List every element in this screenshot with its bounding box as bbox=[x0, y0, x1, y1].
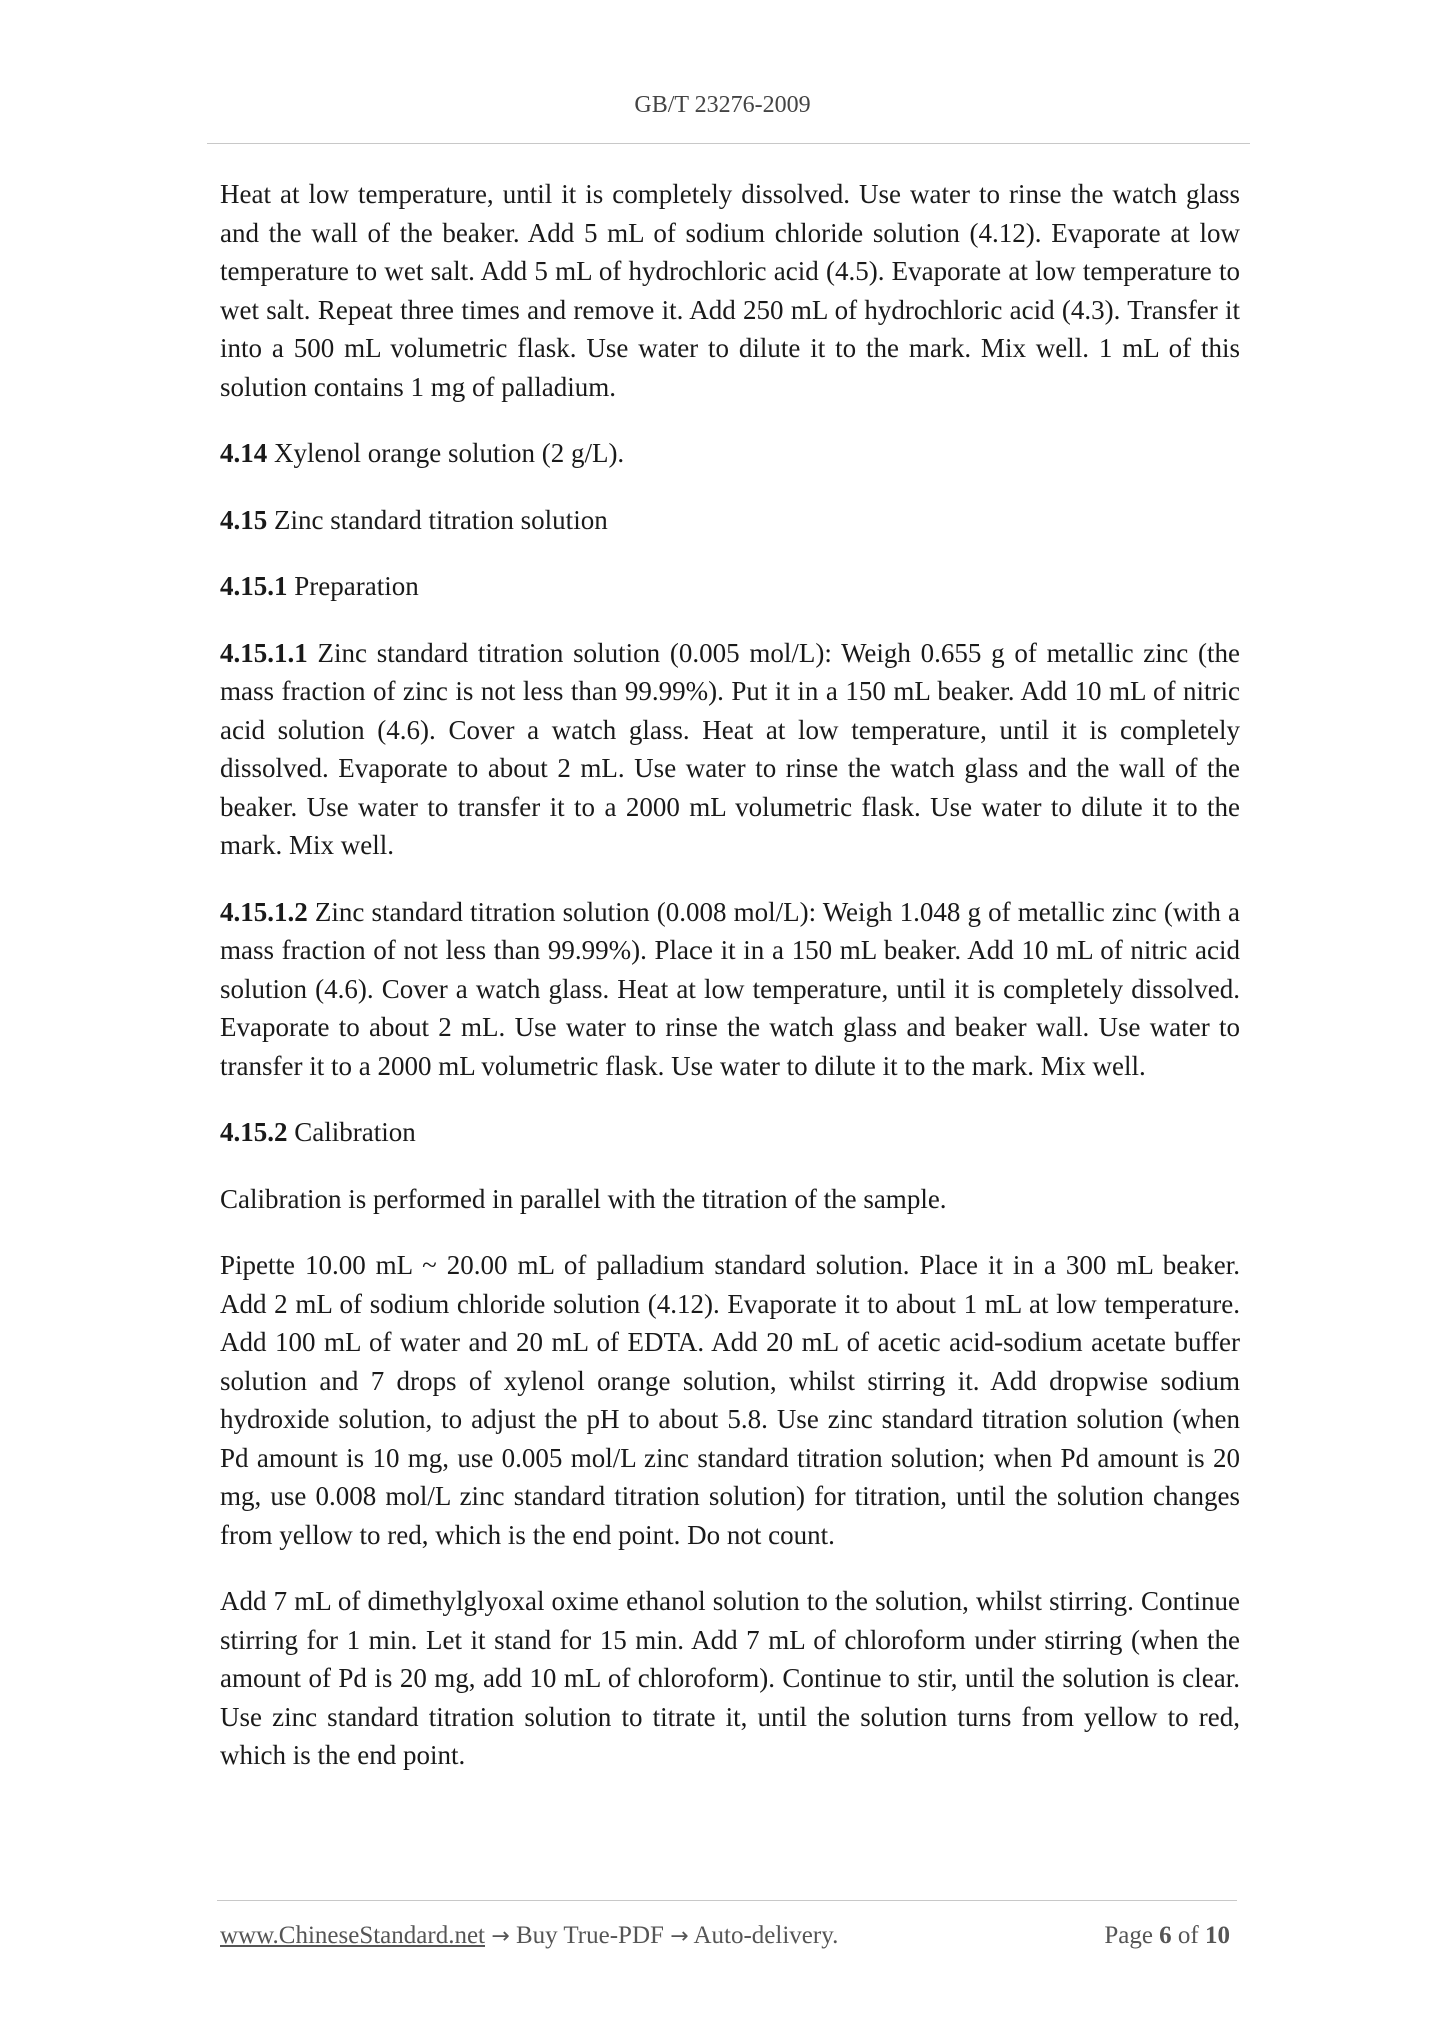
section-number: 4.15.1.1 bbox=[220, 637, 308, 668]
intro-paragraph: Heat at low temperature, until it is completely dissolved. Use water to rinse the watch glass and the wall of the beaker. Add 5 mL of sodium chloride solution (4.12). Evaporate at low temperature to wet salt. Add 5 mL of hydrochloric acid (4.5). Evaporate at low temperature to wet salt. Repeat three times and remove it. Add 250 mL of hydrochloric acid (4.3). Transfer it into a 500 mL volumetric flask. Use water to dilute it to the mark. Mix well. 1 mL of this solution contains 1 mg of palladium. bbox=[220, 179, 1240, 402]
document-code-header: GB/T 23276-2009 bbox=[634, 92, 811, 118]
section-text: Zinc standard titration solution bbox=[267, 504, 608, 535]
calibration-paragraph-2: Pipette 10.00 mL ~ 20.00 mL of palladium standard solution. Place it in a 300 mL beaker. Add 2 mL of sodium chloride solution (4.12). Evaporate it to about 1 mL at low temperature. Add 100 mL of water and 20 mL of EDTA. Add 20 mL of acetic acid-sodium acetate buffer solution and 7 drops of xylenol orange solution, whilst stirring it. Add dropwise sodium hydroxide solution, to adjust the pH to about 5.8. Use zinc standard titration solution (when Pd amount is 10 mg, use 0.005 mol/L zinc standard titration solution; when Pd amount is 20 mg, use 0.008 mol/L zinc standard titration solution) for titration, until the solution changes from yellow to red, which is the end point. Do not count. bbox=[220, 1250, 1240, 1550]
of-label: of bbox=[1171, 1922, 1205, 1949]
section-4-15-1-2 bbox=[220, 893, 1240, 1086]
section-4-15-1-1 bbox=[220, 634, 1240, 865]
section-text: Zinc standard titration solution (0.008 mol/L): Weigh 1.048 g of metallic zinc (with a mass fraction of not less than 99.99%). Place it in a 150 mL beaker. Add 10 mL of nitric acid solution (4.6). Cover a watch glass. Heat at low temperature, until it is completely dissolved. Evaporate to about 2 mL. Use water to rinse the watch glass and beaker wall. Use water to transfer it to a 2000 mL volumetric flask. Use water to dilute it to the mark. Mix well. bbox=[220, 896, 1240, 1081]
buy-text: Buy True-PDF bbox=[509, 1922, 671, 1949]
calibration-paragraph-3: Add 7 mL of dimethylglyoxal oxime ethanol solution to the solution, whilst stirring. Continue stirring for 1 min. Let it stand for 15 min. Add 7 mL of chloroform under stirring (when the amount of Pd is 20 mg, add 10 mL of chloroform). Continue to stir, until the solution is clear. Use zinc standard titration solution to titrate it, until the solution turns from yellow to red, which is the end point. bbox=[220, 1586, 1240, 1770]
page-label: Page bbox=[1104, 1922, 1160, 1949]
section-text: Calibration bbox=[287, 1117, 416, 1147]
section-4-15 bbox=[220, 501, 1240, 540]
section-number: 4.15.2 bbox=[220, 1117, 288, 1147]
footer-divider bbox=[217, 1900, 1237, 1901]
section-number: 4.14 bbox=[220, 438, 268, 468]
section-text: Xylenol orange solution (2 g/L). bbox=[267, 438, 625, 468]
page-indicator bbox=[1104, 1922, 1230, 1950]
page-total: 10 bbox=[1205, 1922, 1230, 1949]
delivery-text: Auto-delivery. bbox=[688, 1922, 839, 1949]
page-footer bbox=[220, 1922, 1230, 1950]
section-number: 4.15.1.2 bbox=[220, 896, 308, 927]
section-4-14 bbox=[220, 434, 1240, 473]
section-text: Zinc standard titration solution (0.005 mol/L): Weigh 0.655 g of metallic zinc (the mass fraction of zinc is not less than 99.99%). Put it in a 150 mL beaker. Add 10 mL of nitric acid solution (4.6). Cover a watch glass. Heat at low temperature, until it is completely dissolved. Evaporate to about 2 mL. Use water to rinse the watch glass and the wall of the beaker. Use water to transfer it to a 2000 mL volumetric flask. Use water to dilute it to the mark. Mix well. bbox=[220, 637, 1240, 860]
right-arrow-icon: → bbox=[670, 1924, 689, 1949]
right-arrow-icon: → bbox=[491, 1924, 510, 1949]
section-4-15-2 bbox=[220, 1113, 1240, 1152]
calibration-paragraph-1: Calibration is performed in parallel with the titration of the sample. bbox=[220, 1183, 947, 1214]
section-number: 4.15.1 bbox=[220, 571, 288, 601]
section-number: 4.15 bbox=[220, 504, 268, 535]
document-body bbox=[220, 175, 1240, 1803]
section-text: Preparation bbox=[287, 571, 419, 601]
website-link[interactable]: www.ChineseStandard.net bbox=[220, 1922, 485, 1949]
section-4-15-1 bbox=[220, 567, 1240, 606]
header-divider bbox=[207, 143, 1250, 144]
page-number: 6 bbox=[1159, 1922, 1172, 1949]
